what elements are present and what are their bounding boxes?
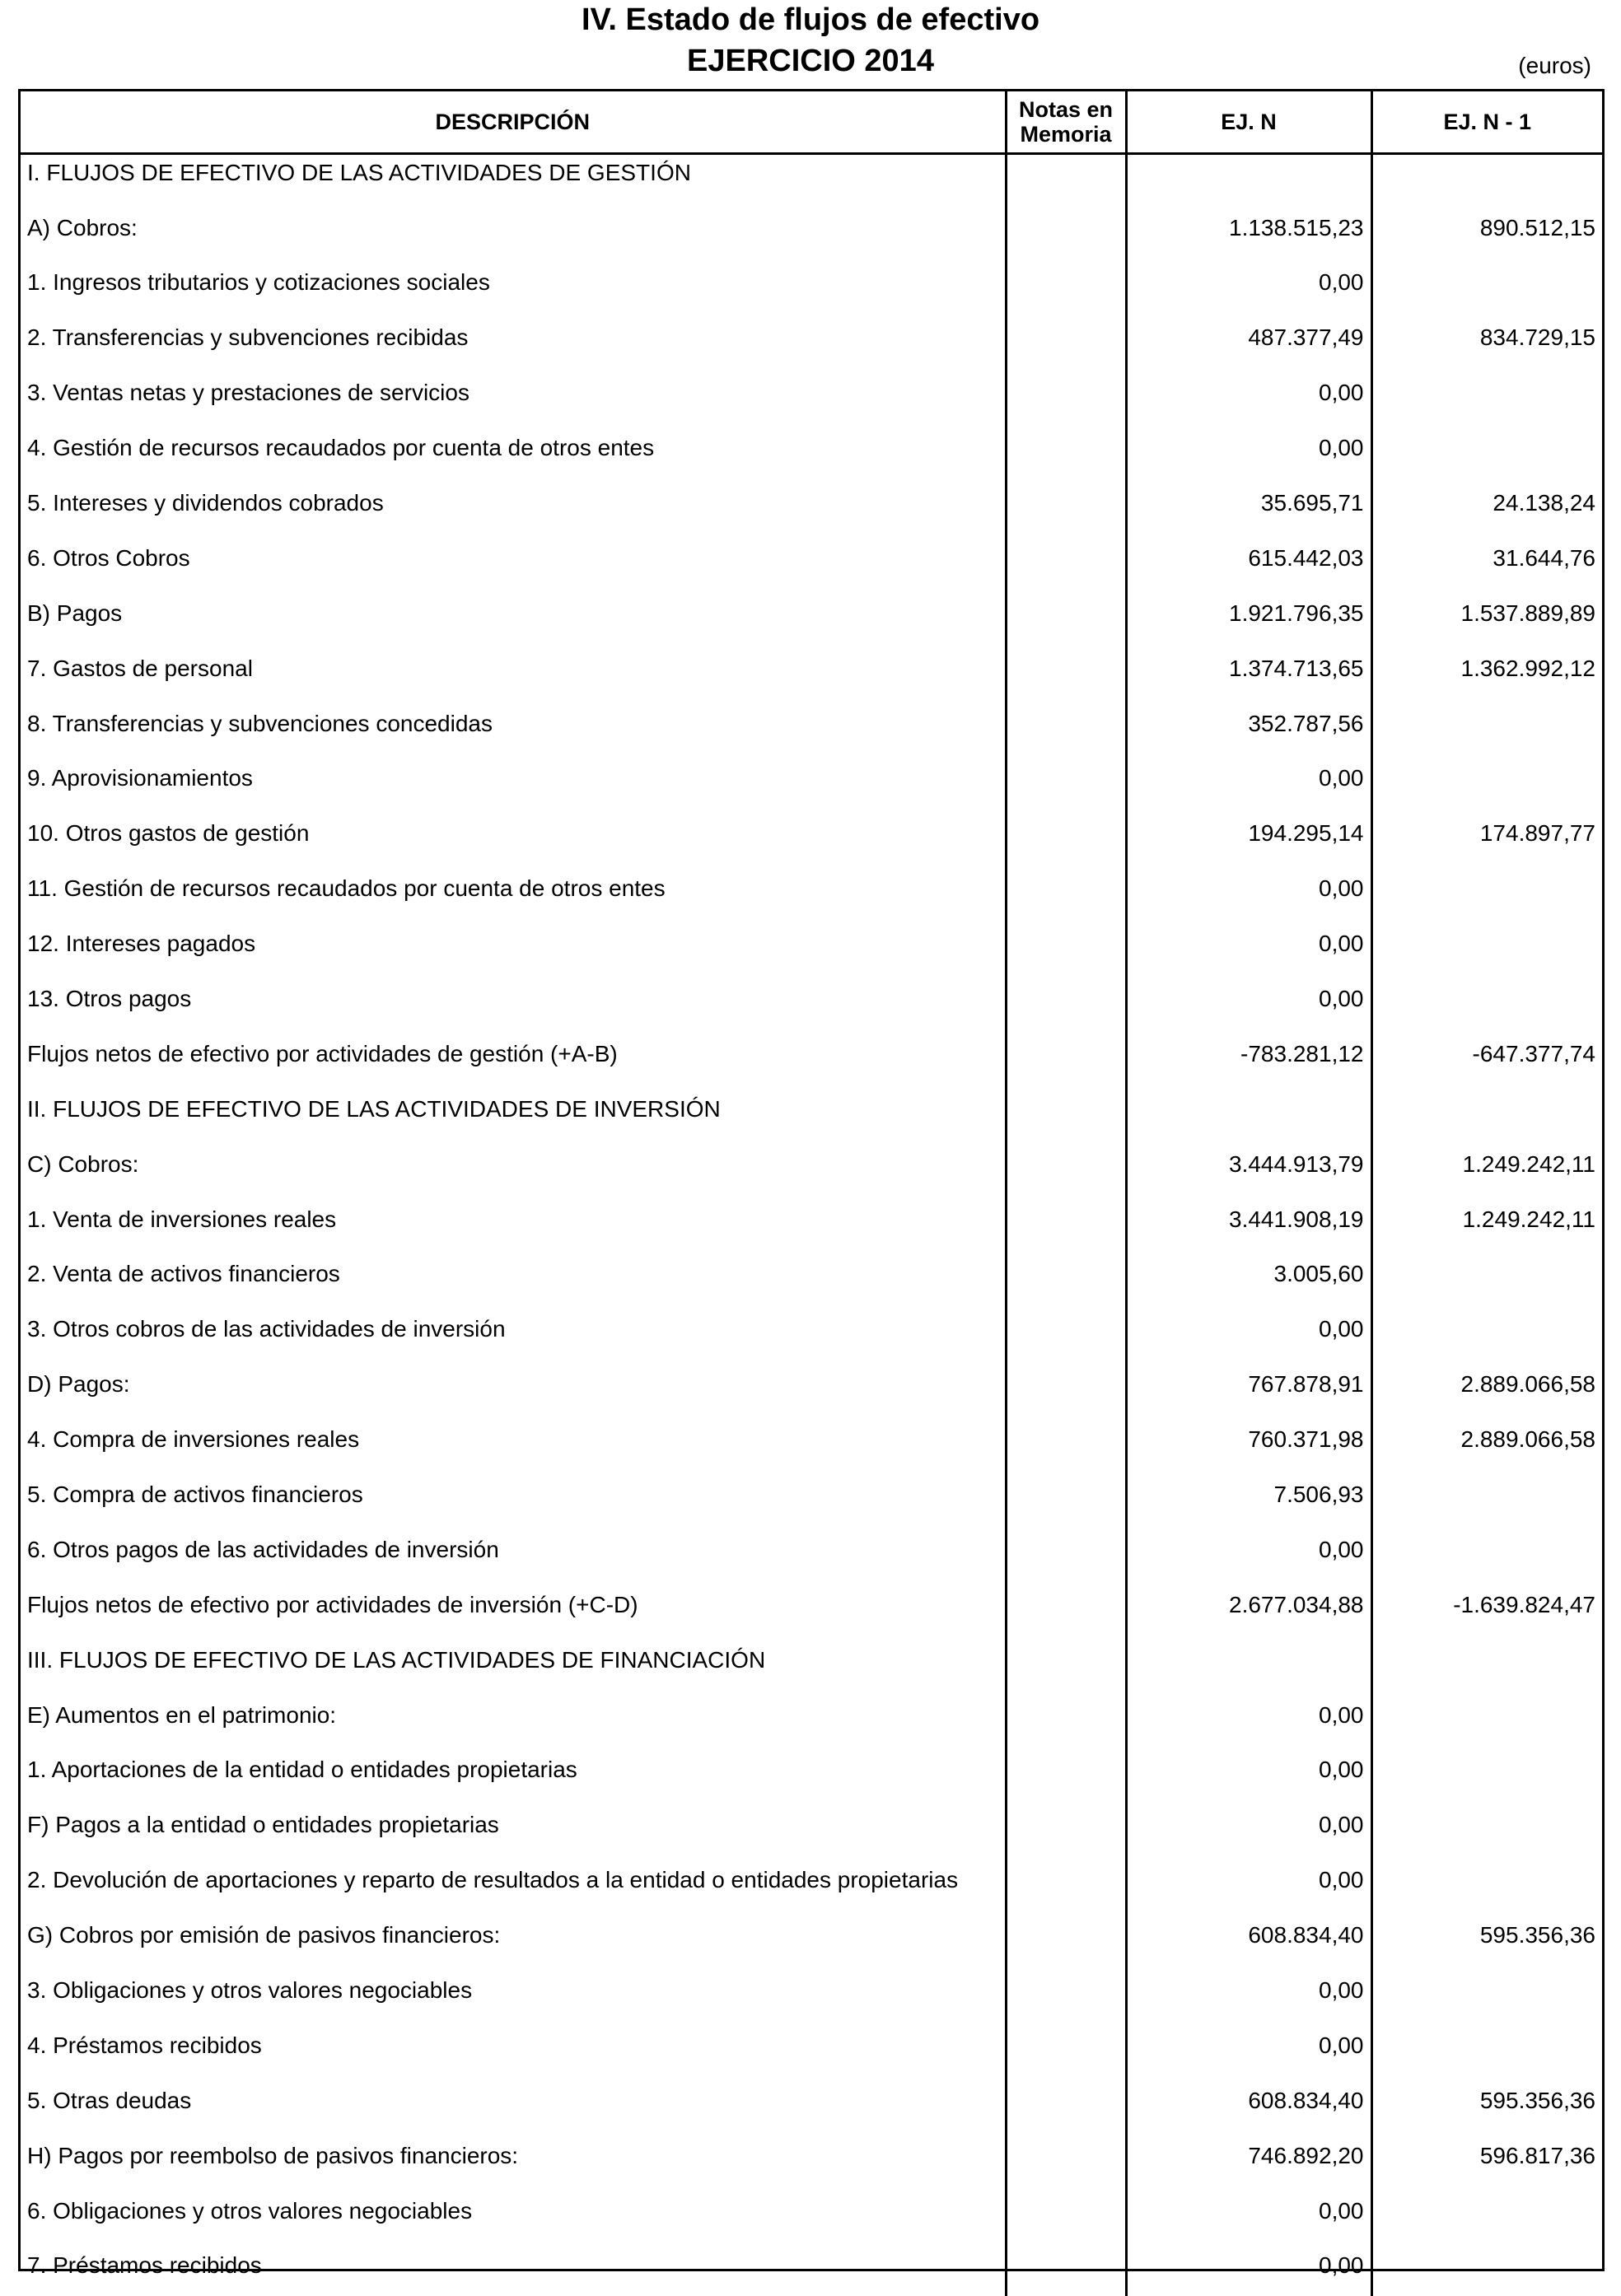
row-notes-cell xyxy=(1006,2076,1126,2131)
row-prior-year-cell xyxy=(1371,154,1602,203)
table-header-row xyxy=(21,91,1602,154)
row-prior-year-cell: 1.249.242,11 xyxy=(1371,1195,1602,1250)
row-prior-year-cell: -1.639.824,47 xyxy=(1371,1580,1602,1636)
row-description-cell: 3. Ventas netas y prestaciones de servicios xyxy=(21,368,1006,423)
row-current-year-cell: 0,00 xyxy=(1126,423,1371,478)
row-description-cell: 6. Otros pagos de las actividades de inversión xyxy=(21,1525,1006,1580)
row-current-year-cell: 0,00 xyxy=(1126,1691,1371,1746)
table-row xyxy=(21,2076,1602,2131)
row-description-cell: G) Cobros por emisión de pasivos financieros: xyxy=(21,1911,1006,1966)
row-description-cell: 1. Venta de inversiones reales xyxy=(21,1195,1006,1250)
table-row xyxy=(21,1911,1602,1966)
row-notes-cell xyxy=(1006,1525,1126,1580)
row-notes-cell xyxy=(1006,919,1126,974)
row-notes-cell xyxy=(1006,2241,1126,2296)
row-description-cell: 8. Transferencias y subvenciones concedidas xyxy=(21,699,1006,754)
row-notes-cell xyxy=(1006,368,1126,423)
row-prior-year-cell: 1.537.889,89 xyxy=(1371,589,1602,644)
row-current-year-cell: 746.892,20 xyxy=(1126,2131,1371,2186)
table-row xyxy=(21,919,1602,974)
row-current-year-cell: 194.295,14 xyxy=(1126,809,1371,864)
row-prior-year-cell: 2.889.066,58 xyxy=(1371,1415,1602,1470)
row-description-cell: D) Pagos: xyxy=(21,1360,1006,1415)
row-notes-cell xyxy=(1006,423,1126,478)
row-description-cell: 1. Aportaciones de la entidad o entidades propietarias xyxy=(21,1745,1006,1800)
row-prior-year-cell: 890.512,15 xyxy=(1371,203,1602,259)
column-header-description: DESCRIPCIÓN xyxy=(21,91,1006,154)
table-row xyxy=(21,1636,1602,1691)
table-row xyxy=(21,1525,1602,1580)
table-row xyxy=(21,809,1602,864)
row-description-cell: 4. Gestión de recursos recaudados por cuenta de otros entes xyxy=(21,423,1006,478)
row-current-year-cell: 0,00 xyxy=(1126,2241,1371,2296)
column-header-notes-line2: Memoria xyxy=(1020,122,1111,147)
row-description-cell: III. FLUJOS DE EFECTIVO DE LAS ACTIVIDADES DE FINANCIACIÓN xyxy=(21,1636,1006,1691)
table-row xyxy=(21,1249,1602,1304)
row-notes-cell xyxy=(1006,864,1126,919)
table-row xyxy=(21,1855,1602,1911)
row-notes-cell xyxy=(1006,478,1126,534)
row-notes-cell xyxy=(1006,974,1126,1029)
row-current-year-cell: 3.441.908,19 xyxy=(1126,1195,1371,1250)
row-current-year-cell: 0,00 xyxy=(1126,368,1371,423)
table-row xyxy=(21,864,1602,919)
row-prior-year-cell: 834.729,15 xyxy=(1371,313,1602,368)
row-description-cell: F) Pagos a la entidad o entidades propietarias xyxy=(21,1800,1006,1855)
row-description-cell: 1. Ingresos tributarios y cotizaciones sociales xyxy=(21,258,1006,313)
row-notes-cell xyxy=(1006,2186,1126,2242)
table-row xyxy=(21,1691,1602,1746)
row-description-cell: 2. Transferencias y subvenciones recibidas xyxy=(21,313,1006,368)
table-row xyxy=(21,2021,1602,2076)
row-prior-year-cell: 595.356,36 xyxy=(1371,2076,1602,2131)
row-notes-cell xyxy=(1006,1085,1126,1140)
row-description-cell: 6. Obligaciones y otros valores negociables xyxy=(21,2186,1006,2242)
row-description-cell: 5. Intereses y dividendos cobrados xyxy=(21,478,1006,534)
row-current-year-cell: 3.444.913,79 xyxy=(1126,1140,1371,1195)
row-description-cell: Flujos netos de efectivo por actividades de inversión (+C-D) xyxy=(21,1580,1006,1636)
row-current-year-cell: 352.787,56 xyxy=(1126,699,1371,754)
row-current-year-cell: -783.281,12 xyxy=(1126,1029,1371,1085)
table-row xyxy=(21,1966,1602,2021)
table-row xyxy=(21,699,1602,754)
row-description-cell: 13. Otros pagos xyxy=(21,974,1006,1029)
row-current-year-cell: 7.506,93 xyxy=(1126,1470,1371,1525)
row-prior-year-cell xyxy=(1371,1085,1602,1140)
row-current-year-cell: 0,00 xyxy=(1126,1855,1371,1911)
row-notes-cell xyxy=(1006,1249,1126,1304)
row-current-year-cell: 760.371,98 xyxy=(1126,1415,1371,1470)
row-prior-year-cell xyxy=(1371,1800,1602,1855)
row-notes-cell xyxy=(1006,1304,1126,1360)
row-current-year-cell: 2.677.034,88 xyxy=(1126,1580,1371,1636)
row-prior-year-cell: 2.889.066,58 xyxy=(1371,1360,1602,1415)
row-prior-year-cell xyxy=(1371,699,1602,754)
table-row xyxy=(21,203,1602,259)
column-header-notes-line1: Notas en xyxy=(1019,97,1113,122)
row-notes-cell xyxy=(1006,1360,1126,1415)
row-current-year-cell: 0,00 xyxy=(1126,2186,1371,2242)
row-current-year-cell: 1.374.713,65 xyxy=(1126,644,1371,699)
row-notes-cell xyxy=(1006,699,1126,754)
fiscal-year-subtitle: EJERCICIO 2014 xyxy=(0,43,1621,79)
table-row xyxy=(21,1085,1602,1140)
row-current-year-cell: 608.834,40 xyxy=(1126,1911,1371,1966)
row-description-cell: II. FLUJOS DE EFECTIVO DE LAS ACTIVIDADES DE INVERSIÓN xyxy=(21,1085,1006,1140)
row-description-cell: 2. Venta de activos financieros xyxy=(21,1249,1006,1304)
table-row xyxy=(21,258,1602,313)
row-notes-cell xyxy=(1006,644,1126,699)
row-description-cell: I. FLUJOS DE EFECTIVO DE LAS ACTIVIDADES DE GESTIÓN xyxy=(21,154,1006,203)
page-title: IV. Estado de flujos de efectivo xyxy=(0,2,1621,38)
row-prior-year-cell xyxy=(1371,2186,1602,2242)
row-prior-year-cell xyxy=(1371,1691,1602,1746)
table-row xyxy=(21,423,1602,478)
row-current-year-cell xyxy=(1126,154,1371,203)
row-description-cell: Flujos netos de efectivo por actividades de gestión (+A-B) xyxy=(21,1029,1006,1085)
row-current-year-cell: 1.921.796,35 xyxy=(1126,589,1371,644)
row-current-year-cell: 0,00 xyxy=(1126,974,1371,1029)
table-row xyxy=(21,534,1602,589)
row-prior-year-cell xyxy=(1371,974,1602,1029)
row-description-cell: 9. Aprovisionamientos xyxy=(21,754,1006,809)
row-notes-cell xyxy=(1006,154,1126,203)
table-row xyxy=(21,1304,1602,1360)
row-current-year-cell: 0,00 xyxy=(1126,1800,1371,1855)
row-notes-cell xyxy=(1006,203,1126,259)
row-current-year-cell xyxy=(1126,1636,1371,1691)
row-notes-cell xyxy=(1006,2021,1126,2076)
row-current-year-cell xyxy=(1126,1085,1371,1140)
row-prior-year-cell: 1.249.242,11 xyxy=(1371,1140,1602,1195)
row-notes-cell xyxy=(1006,313,1126,368)
row-prior-year-cell xyxy=(1371,754,1602,809)
row-current-year-cell: 0,00 xyxy=(1126,2021,1371,2076)
row-prior-year-cell: 174.897,77 xyxy=(1371,809,1602,864)
row-prior-year-cell xyxy=(1371,2241,1602,2296)
row-notes-cell xyxy=(1006,1911,1126,1966)
cash-flow-table xyxy=(21,91,1602,2296)
row-prior-year-cell xyxy=(1371,423,1602,478)
table-row xyxy=(21,478,1602,534)
row-description-cell: C) Cobros: xyxy=(21,1140,1006,1195)
row-notes-cell xyxy=(1006,1470,1126,1525)
cash-flow-table-frame xyxy=(18,89,1605,2271)
row-prior-year-cell xyxy=(1371,1855,1602,1911)
column-header-notes xyxy=(1006,91,1126,154)
row-notes-cell xyxy=(1006,1140,1126,1195)
row-current-year-cell: 0,00 xyxy=(1126,1745,1371,1800)
row-current-year-cell: 0,00 xyxy=(1126,258,1371,313)
row-prior-year-cell: 596.817,36 xyxy=(1371,2131,1602,2186)
row-prior-year-cell xyxy=(1371,864,1602,919)
row-description-cell: 5. Compra de activos financieros xyxy=(21,1470,1006,1525)
table-body xyxy=(21,154,1602,2296)
table-row xyxy=(21,1029,1602,1085)
row-current-year-cell: 0,00 xyxy=(1126,919,1371,974)
row-prior-year-cell xyxy=(1371,258,1602,313)
row-description-cell: H) Pagos por reembolso de pasivos financieros: xyxy=(21,2131,1006,2186)
row-notes-cell xyxy=(1006,1195,1126,1250)
row-current-year-cell: 0,00 xyxy=(1126,1304,1371,1360)
row-description-cell: 10. Otros gastos de gestión xyxy=(21,809,1006,864)
table-row xyxy=(21,1195,1602,1250)
row-current-year-cell: 0,00 xyxy=(1126,754,1371,809)
row-description-cell: 4. Préstamos recibidos xyxy=(21,2021,1006,2076)
row-prior-year-cell: -647.377,74 xyxy=(1371,1029,1602,1085)
column-header-prior-year: EJ. N - 1 xyxy=(1371,91,1602,154)
row-description-cell: 2. Devolución de aportaciones y reparto de resultados a la entidad o entidades propietarias xyxy=(21,1855,1006,1911)
table-row xyxy=(21,1415,1602,1470)
row-current-year-cell: 608.834,40 xyxy=(1126,2076,1371,2131)
table-row xyxy=(21,1800,1602,1855)
table-row xyxy=(21,1140,1602,1195)
row-prior-year-cell xyxy=(1371,1249,1602,1304)
row-notes-cell xyxy=(1006,534,1126,589)
row-notes-cell xyxy=(1006,1029,1126,1085)
row-prior-year-cell: 1.362.992,12 xyxy=(1371,644,1602,699)
row-prior-year-cell xyxy=(1371,1525,1602,1580)
row-prior-year-cell: 24.138,24 xyxy=(1371,478,1602,534)
row-notes-cell xyxy=(1006,1580,1126,1636)
row-current-year-cell: 3.005,60 xyxy=(1126,1249,1371,1304)
table-row xyxy=(21,974,1602,1029)
table-row xyxy=(21,154,1602,203)
row-prior-year-cell xyxy=(1371,368,1602,423)
table-row xyxy=(21,2131,1602,2186)
row-prior-year-cell xyxy=(1371,2021,1602,2076)
table-row xyxy=(21,1745,1602,1800)
table-row xyxy=(21,754,1602,809)
row-description-cell: 7. Gastos de personal xyxy=(21,644,1006,699)
table-row xyxy=(21,1470,1602,1525)
row-description-cell: 7. Préstamos recibidos xyxy=(21,2241,1006,2296)
column-header-current-year: EJ. N xyxy=(1126,91,1371,154)
row-prior-year-cell xyxy=(1371,1745,1602,1800)
row-prior-year-cell: 31.644,76 xyxy=(1371,534,1602,589)
row-description-cell: 5. Otras deudas xyxy=(21,2076,1006,2131)
table-row xyxy=(21,313,1602,368)
row-prior-year-cell xyxy=(1371,1470,1602,1525)
table-row xyxy=(21,2186,1602,2242)
row-notes-cell xyxy=(1006,1691,1126,1746)
row-notes-cell xyxy=(1006,1800,1126,1855)
row-notes-cell xyxy=(1006,589,1126,644)
row-notes-cell xyxy=(1006,1636,1126,1691)
currency-units-label: (euros) xyxy=(1518,53,1591,79)
row-description-cell: 3. Obligaciones y otros valores negociables xyxy=(21,1966,1006,2021)
row-current-year-cell: 487.377,49 xyxy=(1126,313,1371,368)
row-prior-year-cell: 595.356,36 xyxy=(1371,1911,1602,1966)
row-current-year-cell: 0,00 xyxy=(1126,1525,1371,1580)
row-description-cell: A) Cobros: xyxy=(21,203,1006,259)
row-notes-cell xyxy=(1006,1966,1126,2021)
row-description-cell: 11. Gestión de recursos recaudados por cuenta de otros entes xyxy=(21,864,1006,919)
row-prior-year-cell xyxy=(1371,1636,1602,1691)
table-row xyxy=(21,2241,1602,2296)
row-current-year-cell: 0,00 xyxy=(1126,1966,1371,2021)
row-notes-cell xyxy=(1006,1745,1126,1800)
row-notes-cell xyxy=(1006,2131,1126,2186)
row-current-year-cell: 0,00 xyxy=(1126,864,1371,919)
row-description-cell: 6. Otros Cobros xyxy=(21,534,1006,589)
table-row xyxy=(21,1580,1602,1636)
table-row xyxy=(21,1360,1602,1415)
row-description-cell: E) Aumentos en el patrimonio: xyxy=(21,1691,1006,1746)
row-prior-year-cell xyxy=(1371,1966,1602,2021)
row-notes-cell xyxy=(1006,258,1126,313)
row-prior-year-cell xyxy=(1371,919,1602,974)
row-prior-year-cell xyxy=(1371,1304,1602,1360)
row-notes-cell xyxy=(1006,754,1126,809)
row-notes-cell xyxy=(1006,1415,1126,1470)
row-notes-cell xyxy=(1006,809,1126,864)
row-current-year-cell: 35.695,71 xyxy=(1126,478,1371,534)
row-current-year-cell: 767.878,91 xyxy=(1126,1360,1371,1415)
row-current-year-cell: 1.138.515,23 xyxy=(1126,203,1371,259)
row-description-cell: 4. Compra de inversiones reales xyxy=(21,1415,1006,1470)
row-description-cell: 12. Intereses pagados xyxy=(21,919,1006,974)
row-description-cell: B) Pagos xyxy=(21,589,1006,644)
row-description-cell: 3. Otros cobros de las actividades de inversión xyxy=(21,1304,1006,1360)
table-row xyxy=(21,644,1602,699)
row-notes-cell xyxy=(1006,1855,1126,1911)
row-current-year-cell: 615.442,03 xyxy=(1126,534,1371,589)
table-row xyxy=(21,589,1602,644)
table-row xyxy=(21,368,1602,423)
